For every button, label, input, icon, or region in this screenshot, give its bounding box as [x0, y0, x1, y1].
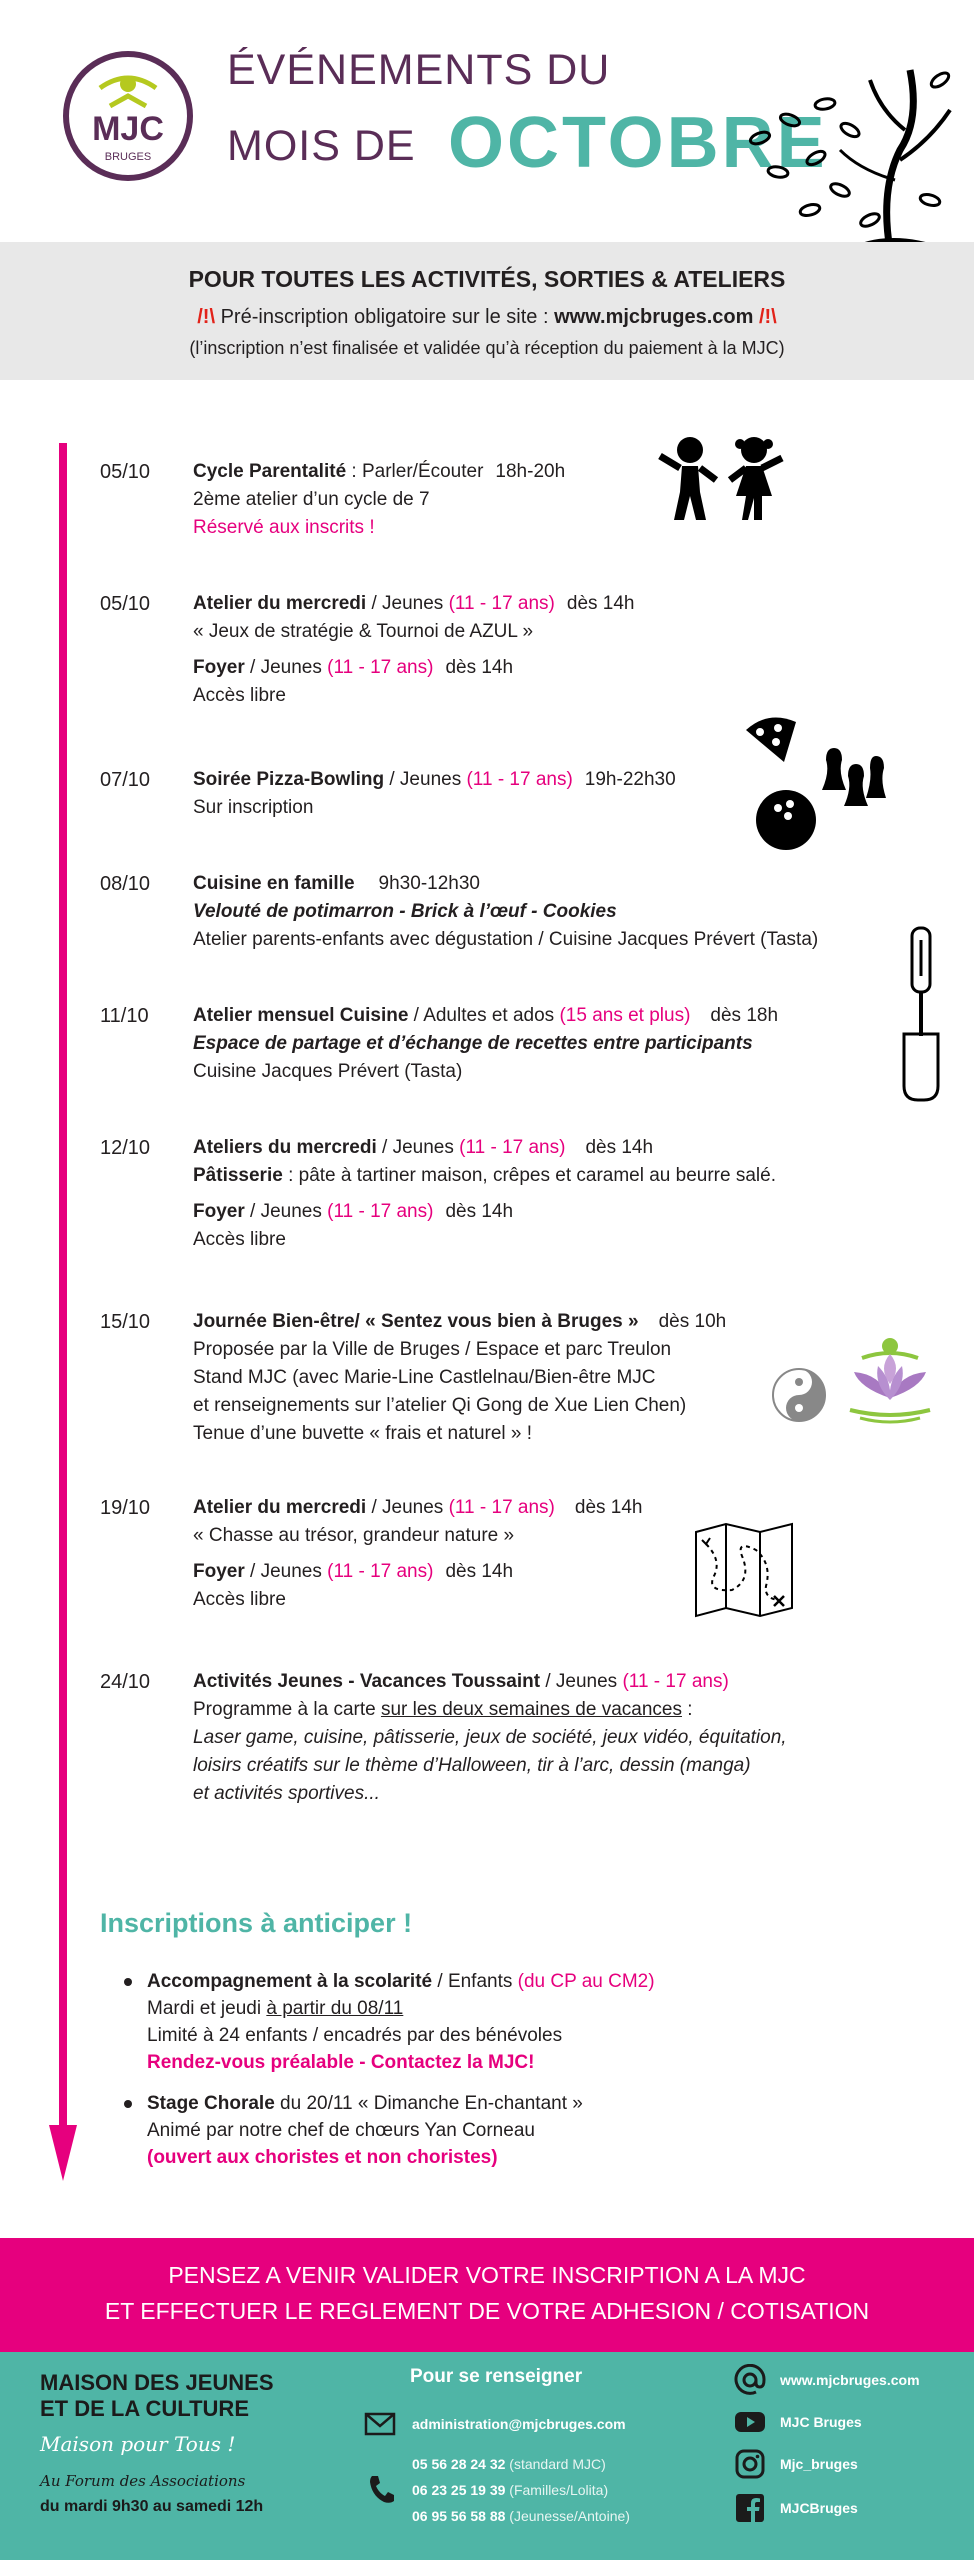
title-line2: MOIS DE [227, 122, 416, 170]
reminder-band: PENSEZ A VENIR VALIDER VOTRE INSCRIPTION A LA MJC ET EFFECTUER LE REGLEMENT DE VOTRE ADHESION / COTISATION [0, 2238, 974, 2352]
children-icon [656, 436, 790, 524]
event-date: 07/10 [100, 769, 151, 791]
social-facebook[interactable]: MJCBruges [734, 2492, 964, 2528]
event-date: 05/10 [100, 593, 151, 615]
org-name: ET DE LA CULTURE [40, 2396, 249, 2421]
forum-text: Au Forum des Associations [40, 2472, 246, 2490]
autumn-tree-icon [730, 50, 960, 270]
bullet-icon [124, 1978, 132, 1986]
warning-icon: /!\ [758, 306, 777, 328]
notice-small: (l’inscription n’est finalisée et validée qu’à réception du paiement à la MJC) [189, 338, 785, 358]
notice-band [0, 242, 974, 380]
lotus-icon [840, 1328, 940, 1428]
event-time: dès 14h [566, 593, 635, 614]
event-title: Activités Jeunes - Vacances Toussaint [193, 1671, 541, 1692]
event-date: 11/10 [100, 1005, 149, 1027]
event-date: 12/10 [100, 1137, 151, 1159]
notice-line [0, 306, 974, 329]
timeline-line [59, 443, 67, 2163]
phone-line[interactable]: 06 23 25 19 39 (Familles/Lolita) [412, 2482, 609, 2498]
at-icon [734, 2364, 766, 2396]
event-date: 19/10 [100, 1497, 151, 1519]
social-instagram[interactable]: Mjc_bruges [734, 2448, 964, 2484]
phone-line[interactable]: 05 56 28 24 32 (standard MJC) [412, 2456, 606, 2472]
social-website[interactable]: www.mjcbruges.com [734, 2364, 964, 2400]
bullet-icon [124, 2100, 132, 2108]
email-link[interactable]: administration@mjcbruges.com [412, 2416, 626, 2432]
pizza-bowling-icon [738, 708, 888, 856]
footer [0, 2352, 974, 2560]
yin-yang-icon [770, 1366, 828, 1424]
slogan: Maison pour Tous ! [40, 2432, 236, 2456]
event-title: Cycle Parentalité [193, 461, 347, 482]
list-item: Stage Chorale du 20/11 « Dimanche En-chantant » Animé par notre chef de chœurs Yan Corneau (ouvert aux choristes et non choristes) [120, 2090, 880, 2171]
opening-hours: du mardi 9h30 au samedi 12h [40, 2498, 264, 2515]
header [0, 0, 974, 242]
event-time: 19h-22h30 [584, 769, 676, 790]
org-name: MAISON DES JEUNES [40, 2370, 274, 2395]
notice-title: POUR TOUTES LES ACTIVITÉS, SORTIES & ATELIERS [188, 266, 786, 292]
inscriptions-list [120, 1968, 880, 2185]
title-line1: ÉVÉNEMENTS DU [227, 46, 611, 94]
event-title: Journée Bien-être [193, 1311, 355, 1332]
timeline-arrow [49, 2125, 77, 2181]
event-title: Atelier du mercredi [193, 593, 367, 614]
phone-line[interactable]: 06 95 56 58 88 (Jeunesse/Antoine) [412, 2508, 630, 2524]
svg-text:BRUGES: BRUGES [104, 151, 152, 163]
social-youtube[interactable]: MJC Bruges [734, 2406, 964, 2442]
event-title: Soirée Pizza-Bowling [193, 769, 385, 790]
phone-icon [368, 2474, 394, 2504]
event-title: Atelier mensuel Cuisine [193, 1005, 409, 1026]
svg-text:MJC: MJC [92, 110, 164, 148]
event-time: 18h-20h [495, 461, 566, 482]
title-month: OCTOBRE [448, 103, 828, 183]
event-time: dès 14h [574, 1497, 643, 1518]
site-link[interactable]: www.mjcbruges.com [554, 306, 754, 328]
event-time: dès 18h [710, 1005, 779, 1026]
event-time: dès 10h [658, 1311, 727, 1332]
mjc-logo-icon [60, 48, 196, 184]
event-date: 15/10 [100, 1311, 151, 1333]
notice-prefix: Pré-inscription obligatoire sur le site : [220, 306, 555, 328]
spatula-icon [898, 924, 944, 1104]
list-item: Accompagnement à la scolarité / Enfants (du CP au CM2) Mardi et jeudi à partir du 08/11 Limité à 24 enfants / encadrés par des bénévoles Rendez-vous préalable - Contactez la MJC! [120, 1968, 880, 2076]
warning-icon: /!\ [197, 306, 216, 328]
mail-icon [364, 2412, 396, 2436]
event-date: 24/10 [100, 1671, 151, 1693]
event-time: dès 14h [585, 1137, 654, 1158]
event-title: Cuisine en famille [193, 873, 355, 894]
instagram-icon [734, 2448, 766, 2480]
info-title: Pour se renseigner [410, 2366, 583, 2387]
event-title: Ateliers du mercredi [193, 1137, 377, 1158]
event-date: 05/10 [100, 461, 151, 483]
inscriptions-title: Inscriptions à anticiper ! [100, 1908, 413, 1938]
event-time: 9h30-12h30 [378, 873, 480, 894]
treasure-map-icon [692, 1520, 796, 1620]
youtube-icon [734, 2406, 766, 2438]
facebook-icon [734, 2492, 766, 2524]
event-title: Atelier du mercredi [193, 1497, 367, 1518]
event-date: 08/10 [100, 873, 151, 895]
